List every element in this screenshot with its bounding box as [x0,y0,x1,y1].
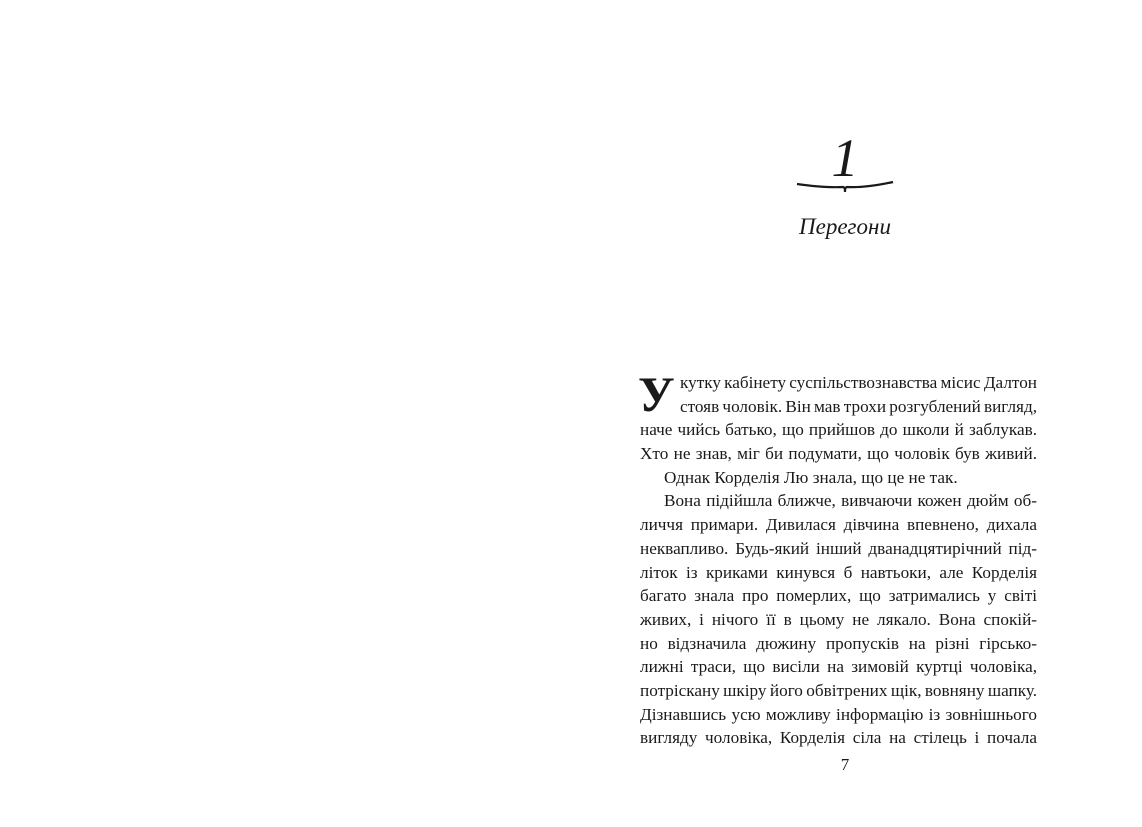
text-line: літок із криками кинувся б навтьоки, але Корделія [640,562,1037,582]
chapter-ornament [795,178,895,194]
text-line: Однак Корделія Лю знала, що це не так. [664,467,958,487]
text-line: потріскану шкіру його обвітрених щік, вовняну шапку. [640,680,1037,700]
text-line: Дізнавшись усю можливу інформацію із зовнішнього [640,704,1037,724]
drop-cap: У [638,366,675,422]
text-line: неквапливо. Будь-який інший дванадцятирічний під- [640,538,1037,558]
text-line: кутку кабінету суспільствознавства місис Далтон [680,373,1037,392]
text-line: но відзначила дюжину пропусків на різні гірсько- [640,633,1037,653]
body-text [638,366,1037,750]
text-line: живих, і нічого її в цьому не лякало. Вона спокій- [640,609,1037,629]
text-line: личчя примари. Дивилася дівчина впевнено, дихала [640,515,1037,535]
text-line: наче чийсь батько, що прийшов до школи й заблукав. [640,420,1037,440]
text-line: вигляду чоловіка, Корделія сіла на стілець і почала [640,728,1037,748]
chapter-number: 1 [831,128,859,188]
chapter-title: Перегони [799,214,891,239]
text-line: стояв чоловік. Він мав трохи розгублений вигляд, [680,396,1037,416]
text-line: лижні траси, що висіли на зимовій куртці чоловіка, [640,657,1037,677]
text-line: Вона підійшла ближче, вивчаючи кожен дюйм об- [664,491,1037,511]
text-line: Хто не знав, міг би подумати, що чоловік був живий. [640,444,1037,464]
page-number: 7 [840,755,850,774]
text-line: багато знала про померлих, що затримались у світі [640,586,1037,606]
